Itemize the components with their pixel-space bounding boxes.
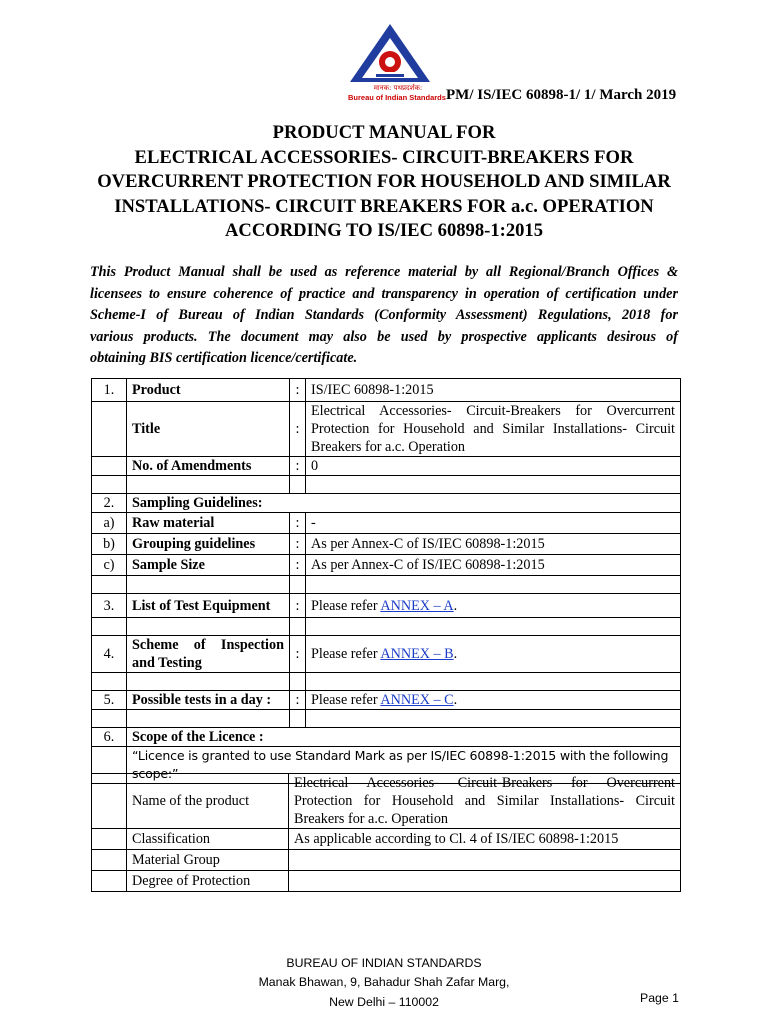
- refer-text: Please refer: [311, 597, 381, 614]
- footer-city: New Delhi – 110002: [329, 994, 439, 1009]
- spacer-row: [92, 618, 681, 636]
- empty-cell: [92, 850, 127, 871]
- colon: :: [290, 513, 306, 534]
- scope-table: [91, 773, 681, 892]
- title-value: Electrical Accessories- Circuit-Breakers for Overcurrent Protection for Household and Similar Installations- Circuit Breakers for a.c. Operation: [306, 402, 681, 457]
- title-line: ACCORDING TO IS/IEC 60898-1:2015: [224, 220, 544, 241]
- row-number: 2.: [92, 494, 127, 513]
- colon: :: [290, 691, 306, 710]
- footer-address: Manak Bhawan, 9, Bahadur Shah Zafar Marg,: [258, 975, 510, 990]
- row-number: a): [92, 513, 127, 534]
- footer-org: BUREAU OF INDIAN STANDARDS: [286, 956, 482, 970]
- colon: :: [290, 534, 306, 555]
- product-value: IS/IEC 60898-1:2015: [306, 379, 681, 402]
- product-name-value: Electrical Accessories- Circuit-Breakers for Overcurrent Protection for Household and Similar Installations- Circuit Breakers for a.c. Operation: [289, 774, 681, 829]
- table-row: [92, 871, 681, 892]
- table-row: [92, 829, 681, 850]
- empty-cell: [92, 871, 127, 892]
- intro-line: licensees to ensure coherence of practice and transparency in operation of certification under: [90, 285, 678, 302]
- title-line: OVERCURRENT PROTECTION FOR HOUSEHOLD AND SIMILAR: [97, 171, 671, 192]
- table-row: [92, 636, 681, 673]
- classification-value: As applicable according to Cl. 4 of IS/IEC 60898-1:2015: [289, 829, 681, 850]
- product-name-label: Name of the product: [127, 774, 289, 829]
- title-line: INSTALLATIONS- CIRCUIT BREAKERS FOR a.c. OPERATION: [114, 195, 654, 217]
- refer-text: Please refer: [311, 646, 381, 662]
- spacer-row: [92, 476, 681, 494]
- product-manual-table: [91, 378, 681, 784]
- table-row: [92, 594, 681, 618]
- document-reference: PM/ IS/IEC 60898-1/ 1/ March 2019: [446, 87, 677, 103]
- scope-statement: “Licence is granted to use Standard Mark as per IS/IEC 60898-1:2015 with the following scope:”: [127, 747, 681, 784]
- empty-cell: [92, 829, 127, 850]
- table-row: [92, 379, 681, 402]
- grouping-value: As per Annex-C of IS/IEC 60898-1:2015: [306, 534, 681, 555]
- sampling-heading: Sampling Guidelines:: [127, 494, 681, 513]
- test-equipment-value: [306, 594, 681, 618]
- colon: :: [290, 379, 306, 402]
- row-number: 4.: [92, 636, 127, 673]
- degree-of-protection-label: Degree of Protection: [127, 871, 289, 892]
- table-row: [92, 774, 681, 829]
- table-row: [92, 555, 681, 576]
- row-number: 5.: [92, 691, 127, 710]
- tests-per-day-value: [306, 691, 681, 710]
- empty-cell: [92, 402, 127, 457]
- sample-size-label: Sample Size: [127, 555, 290, 576]
- annex-b-link[interactable]: ANNEX – B: [380, 646, 454, 662]
- colon: :: [290, 555, 306, 576]
- raw-material-label: Raw material: [127, 513, 290, 534]
- intro-line: This Product Manual shall be used as reference material by all Regional/Branch Offices &: [90, 264, 678, 280]
- empty-cell: [92, 457, 127, 476]
- table-row: [92, 494, 681, 513]
- annex-a-link[interactable]: ANNEX – A: [380, 597, 454, 614]
- amendments-value: 0: [306, 457, 681, 476]
- row-number: c): [92, 555, 127, 576]
- raw-material-value: -: [306, 513, 681, 534]
- sample-size-value: As per Annex-C of IS/IEC 60898-1:2015: [306, 555, 681, 576]
- period: .: [453, 692, 458, 708]
- product-label: Product: [127, 379, 290, 402]
- spacer-row: [92, 710, 681, 728]
- row-number: 1.: [92, 379, 127, 402]
- test-equipment-label: List of Test Equipment: [127, 594, 290, 618]
- table-row: [92, 457, 681, 476]
- amendments-label: No. of Amendments: [127, 457, 290, 476]
- colon: :: [290, 457, 306, 476]
- title-line: ELECTRICAL ACCESSORIES- CIRCUIT-BREAKERS FOR: [134, 146, 634, 168]
- row-number: 6.: [92, 728, 127, 747]
- refer-text: Please refer: [311, 692, 381, 708]
- material-group-value: [289, 850, 681, 871]
- document-title: [80, 121, 688, 244]
- intro-paragraph: [90, 262, 678, 370]
- page-number: Page 1: [640, 991, 679, 1005]
- logo-caption: Bureau of Indian Standards: [348, 93, 446, 102]
- colon: :: [290, 636, 306, 673]
- degree-of-protection-value: [289, 871, 681, 892]
- tests-per-day-label: Possible tests in a day :: [127, 691, 290, 710]
- row-number: b): [92, 534, 127, 555]
- bis-logo-icon: [346, 22, 434, 84]
- title-label: Title: [127, 402, 290, 457]
- period: .: [453, 646, 458, 662]
- title-line: PRODUCT MANUAL FOR: [272, 122, 496, 143]
- table-row: [92, 534, 681, 555]
- inspection-scheme-value: [306, 636, 681, 673]
- colon: :: [290, 594, 306, 618]
- intro-line: various products. The document may also be used by prospective applicants desirous of: [90, 328, 678, 345]
- material-group-label: Material Group: [127, 850, 289, 871]
- spacer-row: [92, 673, 681, 691]
- period: .: [453, 597, 458, 614]
- spacer-row: [92, 576, 681, 594]
- annex-c-link[interactable]: ANNEX – C: [380, 692, 454, 708]
- table-row: [92, 402, 681, 457]
- colon: :: [290, 402, 306, 457]
- intro-line: Scheme-I of Bureau of Indian Standards (Conformity Assessment) Regulations, 2018 for: [90, 307, 678, 323]
- intro-line: obtaining BIS certification licence/certificate.: [90, 350, 358, 366]
- table-row: [92, 691, 681, 710]
- table-row: [92, 728, 681, 747]
- logo-hindi-text: मानक: पथप्रदर्शक:: [373, 84, 423, 92]
- inspection-scheme-label: Scheme of Inspection and Testing: [127, 636, 290, 673]
- table-row: [92, 850, 681, 871]
- empty-cell: [92, 774, 127, 829]
- table-row: [92, 513, 681, 534]
- grouping-label: Grouping guidelines: [127, 534, 290, 555]
- scope-heading: Scope of the Licence :: [127, 728, 681, 747]
- row-number: 3.: [92, 594, 127, 618]
- classification-label: Classification: [127, 829, 289, 850]
